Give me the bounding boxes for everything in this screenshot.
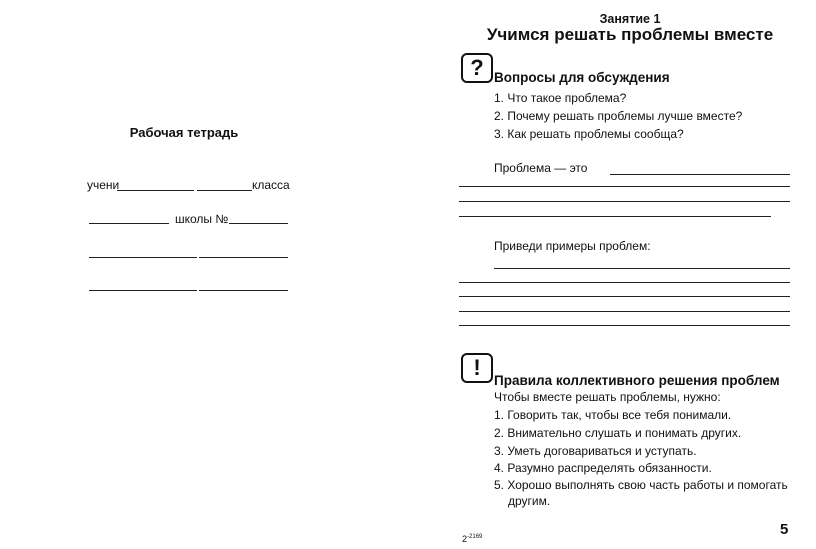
workbook-title: Рабочая тетрадь (129, 125, 239, 140)
discussion-item-2: 2. Почему решать проблемы лучше вместе? (494, 109, 743, 123)
rules-item-5: 5. Хорошо выполнять свою часть работы и помогать (494, 478, 788, 492)
discussion-title: Вопросы для обсуждения (494, 70, 670, 85)
cover-blank-line-3[interactable] (89, 290, 197, 291)
rules-title: Правила коллективного решения проблем (494, 373, 780, 388)
rules-item-5-continuation: другим. (508, 494, 551, 508)
lesson-title: Учимся решать проблемы вместе (486, 25, 774, 44)
question-mark-icon: ? (461, 53, 493, 83)
rules-intro: Чтобы вместе решать проблемы, нужно: (494, 390, 721, 404)
student-prefix-label: учени (87, 178, 120, 192)
examples-line-3[interactable] (459, 296, 790, 297)
cover-blank-line-1[interactable] (89, 257, 197, 258)
student-name-line-1[interactable] (117, 190, 194, 191)
school-number-line[interactable] (229, 223, 288, 224)
rules-item-1: 1. Говорить так, чтобы все тебя понимали. (494, 408, 732, 422)
examples-line-2[interactable] (459, 282, 790, 283)
signature-sup: -2169 (467, 534, 483, 540)
examples-line-1[interactable] (494, 268, 790, 269)
cover-blank-line-4[interactable] (199, 290, 288, 291)
definition-prompt: Проблема — это (494, 161, 588, 175)
signature-base: 2 (462, 534, 468, 544)
examples-line-5[interactable] (459, 325, 790, 326)
examples-prompt: Приведи примеры проблем: (494, 239, 651, 253)
discussion-item-1: 1. Что такое проблема? (494, 91, 627, 105)
definition-line-3[interactable] (459, 201, 790, 202)
examples-line-4[interactable] (459, 311, 790, 312)
rules-item-2: 2. Внимательно слушать и понимать других. (494, 426, 742, 440)
school-label: школы № (175, 212, 229, 226)
definition-line-2[interactable] (459, 186, 790, 187)
printer-signature (462, 534, 482, 544)
definition-line-1[interactable] (610, 174, 790, 175)
rules-item-3: 3. Уметь договариваться и уступать. (494, 444, 697, 458)
student-name-line-2[interactable] (197, 190, 252, 191)
exclamation-icon: ! (461, 353, 493, 383)
rules-item-4: 4. Разумно распределять обязанности. (494, 461, 712, 475)
class-suffix-label: класса (252, 178, 290, 192)
discussion-item-3: 3. Как решать проблемы сообща? (494, 127, 684, 141)
page-number: 5 (780, 521, 789, 538)
school-line-1[interactable] (89, 223, 169, 224)
cover-blank-line-2[interactable] (199, 257, 288, 258)
lesson-number: Занятие 1 (599, 12, 661, 26)
definition-line-4[interactable] (459, 216, 771, 217)
